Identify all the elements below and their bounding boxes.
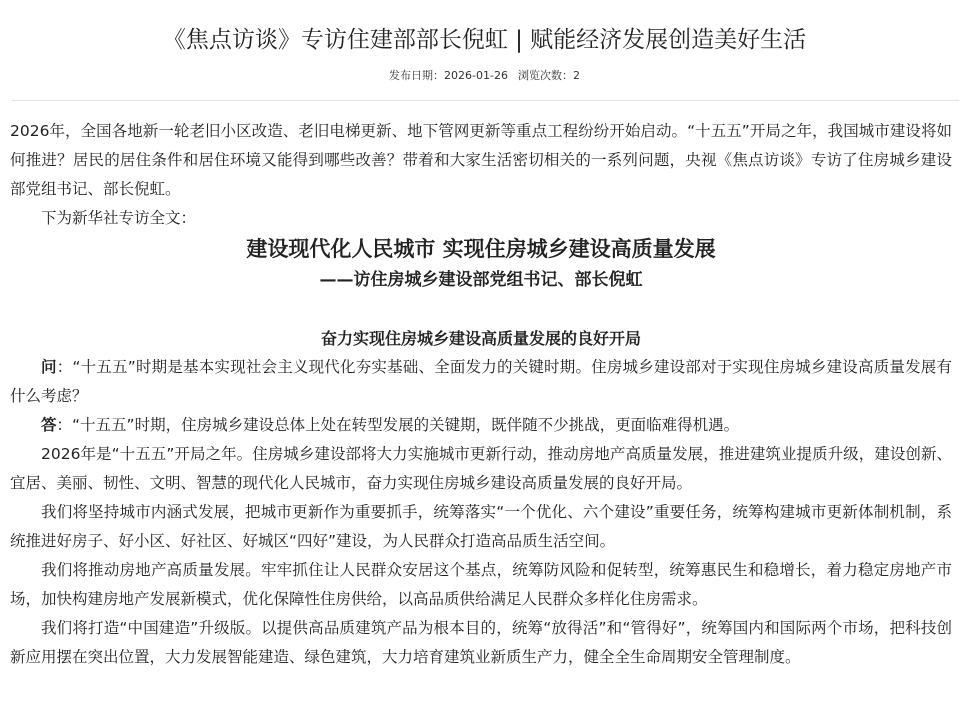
intro-paragraph: 2026年，全国各地新一轮老旧小区改造、老旧电梯更新、地下管网更新等重点工程纷纷开始启动。“十五五”开局之年，我国城市建设将如何推进？居民的居住条件和居住环境又能得到哪些改善？带着和大家生活密切相关的一系列问题，央视《焦点访谈》专访了住房城乡建设部党组书记、部长倪虹。 [10, 122, 952, 198]
section-title: 奋力实现住房城乡建设高质量发展的良好开局 [320, 329, 641, 348]
article-meta [0, 66, 969, 86]
question-label: 问 [41, 358, 57, 376]
body-paragraph: 我们将推动房地产高质量发展。牢牢抓住让人民群众安居这个基点，统筹防风险和促转型，统筹惠民生和稳增长，着力稳定房地产市场，加快构建房地产发展新模式，优化保障性住房供给，以高品质供给满足人民群众多样化住房需求。 [10, 561, 952, 608]
body-paragraph: 我们将坚持城市内涵式发展，把城市更新作为重要抓手，统筹落实“一个优化、六个建设”重要任务，统筹构建城市更新体制机制，系统推进好房子、好小区、好社区、好城区“四好”建设，为人民群众打造高品质生活空间。 [10, 503, 952, 550]
publish-date: 发布日期：2026-01-26 [389, 69, 508, 82]
question-paragraph [10, 353, 952, 411]
view-count: 浏览次数：2 [517, 69, 580, 82]
answer-text: ：“十五五”时期，住房城乡建设总体上处在转型发展的关键期，既伴随不少挑战，更面临难得机遇。 [56, 416, 740, 434]
title-divider [12, 100, 959, 101]
article-title: 《焦点访谈》专访住建部部长倪虹 | 赋能经济发展创造美好生活 [162, 27, 807, 53]
lead-paragraph: 下为新华社专访全文： [41, 209, 197, 227]
blank-line [10, 295, 952, 324]
answer-paragraph [10, 411, 952, 440]
interview-subtitle: ——访住房城乡建设部党组书记、部长倪虹 [319, 270, 643, 290]
body-paragraph: 2026年是“十五五”开局之年。住房城乡建设部将大力实施城市更新行动，推动房地产高质量发展，推进建筑业提质升级，建设创新、宜居、美丽、韧性、文明、智慧的现代化人民城市，奋力实现住房城乡建设高质量发展的良好开局。 [10, 445, 952, 492]
answer-label: 答 [41, 416, 57, 434]
body-paragraph: 我们将打造“中国建造”升级版。以提供高品质建筑产品为根本目的，统筹“放得活”和“管得好”，统筹国内和国际两个市场，把科技创新应用摆在突出位置，大力发展智能建造、绿色建筑，大力培育建筑业新质生产力，健全全生命周期安全管理制度。 [10, 619, 952, 666]
article-body [10, 117, 952, 672]
interview-main-title: 建设现代化人民城市 实现住房城乡建设高质量发展 [246, 237, 716, 261]
question-text: ：“十五五”时期是基本实现社会主义现代化夯实基础、全面发力的关键时期。住房城乡建设部对于实现住房城乡建设高质量发展有什么考虑？ [10, 358, 952, 405]
